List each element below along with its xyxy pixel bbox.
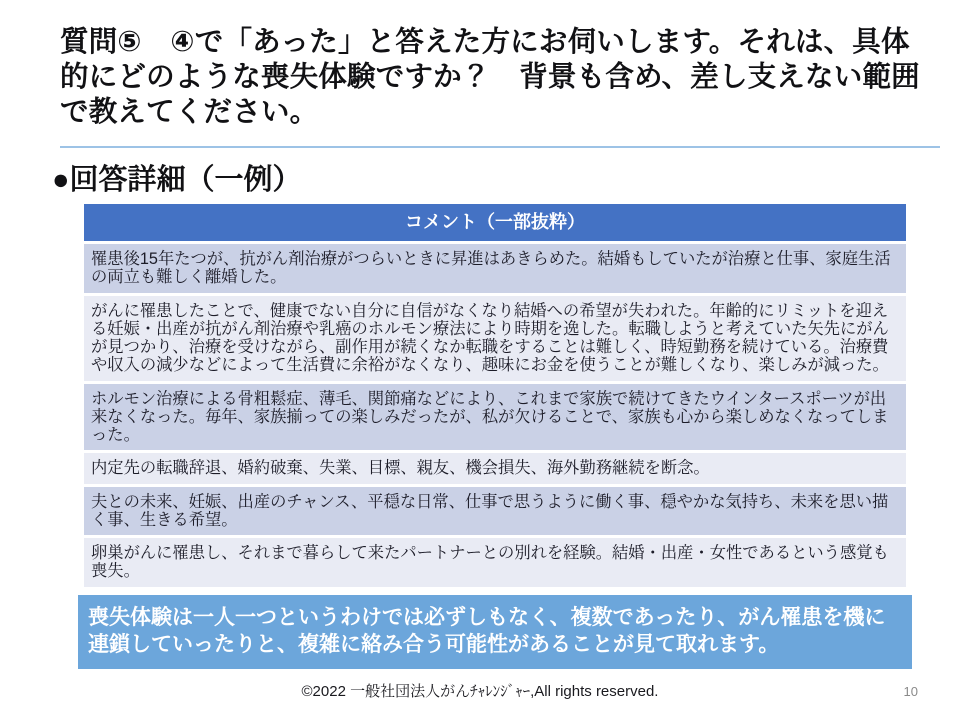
title-underline [60, 146, 940, 148]
table-row: 内定先の転職辞退、婚約破棄、失業、目標、親友、機会損失、海外勤務継続を断念。 [84, 453, 906, 483]
page-number: 10 [903, 684, 918, 699]
table-rows [84, 244, 906, 587]
table-row: がんに罹患したことで、健康でない自分に自信がなくなり結婚への希望が失われた。年齢的にリミットを迎える妊娠・出産が抗がん剤治療や乳癌のホルモン療法により時期を逸した。転職しようと考えていた矢先にがんが見つかり、治療を受けながら、副作用が続くなか転職をすることは難しく、時短勤務を続けている。治療費や収入の減少などによって生活費に余裕がなくなり、趣味にお金を使うことが難しくなり、楽しみが減った。 [84, 296, 906, 381]
comments-table [84, 204, 906, 590]
section-heading: ●回答詳細（一例） [52, 164, 302, 196]
table-row: 夫との未来、妊娠、出産のチャンス、平穏な日常、仕事で思うように働く事、穏やかな気持ち、未来を思い描く事、生きる希望。 [84, 487, 906, 536]
table-header: コメント（一部抜粋） [84, 204, 906, 241]
table-row: 罹患後15年たつが、抗がん剤治療がつらいときに昇進はあきらめた。結婚もしていたが治療と仕事、家庭生活の両立も難しく離婚した。 [84, 244, 906, 293]
slide-title: 質問⑤ ④で「あった」と答えた方にお伺いします。それは、具体的にどのような喪失体験ですか？ 背景も含め、差し支えない範囲で教えてください。 [60, 26, 920, 128]
copyright-footer: ©2022 一般社団法人がんﾁｬﾚﾝｼﾞｬｰ,All rights reserved. [301, 683, 659, 700]
table-row: ホルモン治療による骨粗鬆症、薄毛、関節痛などにより、これまで家族で続けてきたウインタースポーツが出来なくなった。毎年、家族揃っての楽しみだったが、私が欠けることで、家族も心から楽しめなくなってしまった。 [84, 384, 906, 451]
summary-box: 喪失体験は一人一つというわけでは必ずしもなく、複数であったり、がん罹患を機に連鎖していったりと、複雑に絡み合う可能性があることが見て取れます。 [78, 595, 912, 669]
table-row: 卵巣がんに罹患し、それまで暮らして来たパートナーとの別れを経験。結婚・出産・女性であるという感覚も喪失。 [84, 538, 906, 587]
